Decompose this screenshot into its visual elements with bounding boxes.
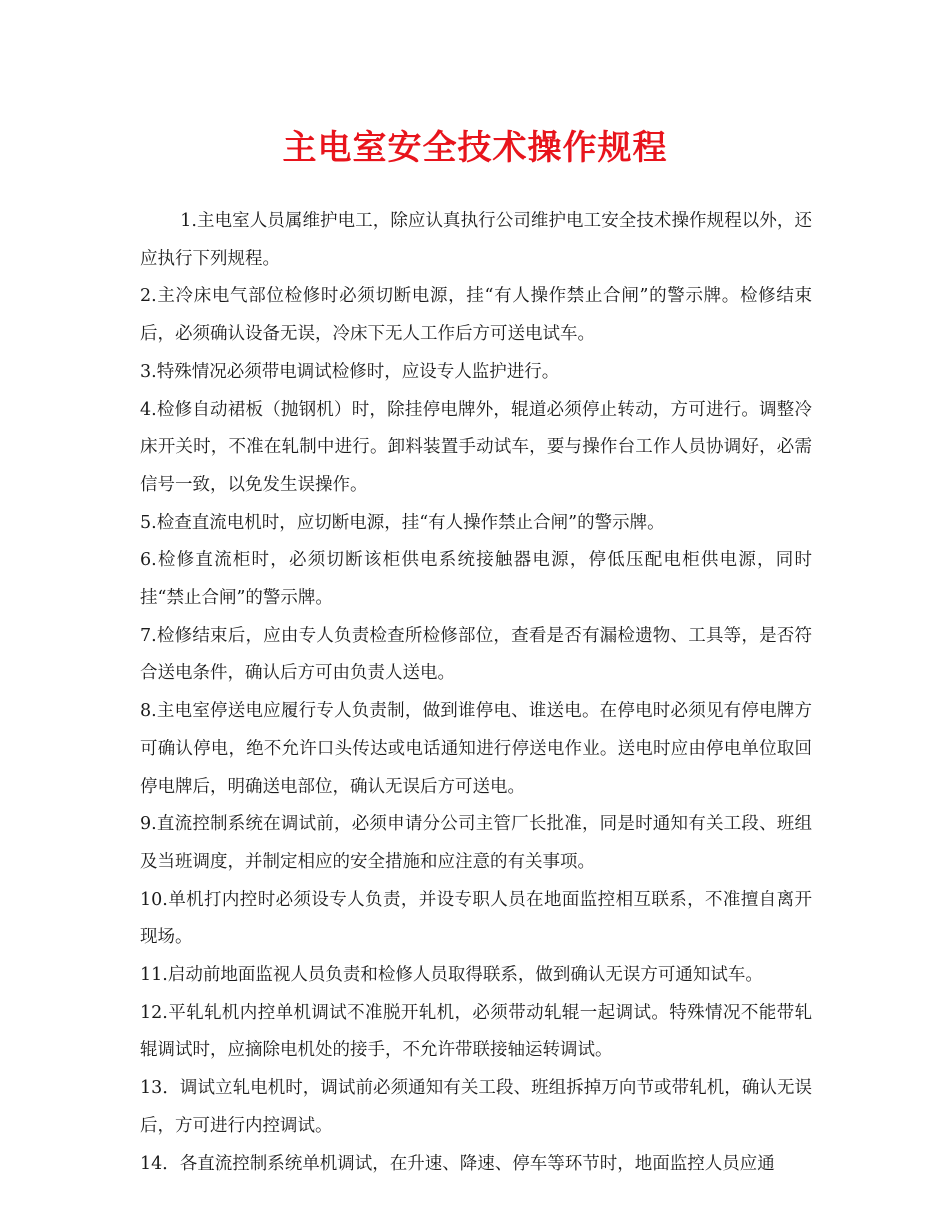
paragraph-1: 1.主电室人员属维护电工，除应认真执行公司维护电工安全技术操作规程以外，还应执行下列规程。 xyxy=(140,211,812,269)
paragraph-11: 11.启动前地面监视人员负责和检修人员取得联系，做到确认无误方可通知试车。 xyxy=(140,965,763,986)
paragraph-8: 8.主电室停送电应履行专人负责制，做到谁停电、谁送电。在停电时必须见有停电牌方可确认停电，绝不允许口头传达或电话通知进行停送电作业。送电时应由停电单位取回停电牌后，明确送电部位，确认无误后方可送电。 xyxy=(140,701,812,797)
paragraph-14: 14．各直流控制系统单机调试，在升速、降速、停车等环节时，地面监控人员应通 xyxy=(140,1153,775,1174)
document-body xyxy=(140,203,812,1183)
paragraph-4: 4.检修自动裙板（抛钢机）时，除挂停电牌外，辊道必须停止转动，方可进行。调整冷床开关时，不准在轧制中进行。卸料装置手动试车，要与操作台工作人员协调好，必需信号一致，以免发生误操作。 xyxy=(140,399,812,495)
paragraph-13: 13．调试立轧电机时，调试前必须通知有关工段、班组拆掉万向节或带轧机，确认无误后，方可进行内控调试。 xyxy=(140,1078,812,1136)
paragraph-2: 2.主冷床电气部位检修时必须切断电源，挂“有人操作禁止合闸”的警示牌。检修结束后，必须确认设备无误，冷床下无人工作后方可送电试车。 xyxy=(140,286,812,345)
paragraph-10: 10.单机打内控时必须设专人负责，并设专职人员在地面监控相互联系，不准擅自离开现场。 xyxy=(140,889,812,948)
paragraph-5: 5.检查直流电机时，应切断电源，挂“有人操作禁止合闸”的警示牌。 xyxy=(140,512,665,533)
paragraph-3: 3.特殊情况必须带电调试检修时，应设专人监护进行。 xyxy=(140,361,560,382)
paragraph-6: 6.检修直流柜时，必须切断该柜供电系统接触器电源，停低压配电柜供电源，同时挂“禁止合闸”的警示牌。 xyxy=(140,550,812,609)
paragraph-7: 7.检修结束后，应由专人负责检查所检修部位，查看是否有漏检遗物、工具等，是否符合送电条件，确认后方可由负责人送电。 xyxy=(140,625,812,684)
document-title: 主电室安全技术操作规程 xyxy=(282,128,668,168)
paragraph-12: 12.平轧轧机内控单机调试不准脱开轧机，必须带动轧辊一起调试。特殊情况不能带轧辊调试时，应摘除电机处的接手，不允许带联接轴运转调试。 xyxy=(140,1002,812,1061)
paragraph-9: 9.直流控制系统在调试前，必须申请分公司主管厂长批准，同是时通知有关工段、班组及当班调度，并制定相应的安全措施和应注意的有关事项。 xyxy=(140,814,812,872)
